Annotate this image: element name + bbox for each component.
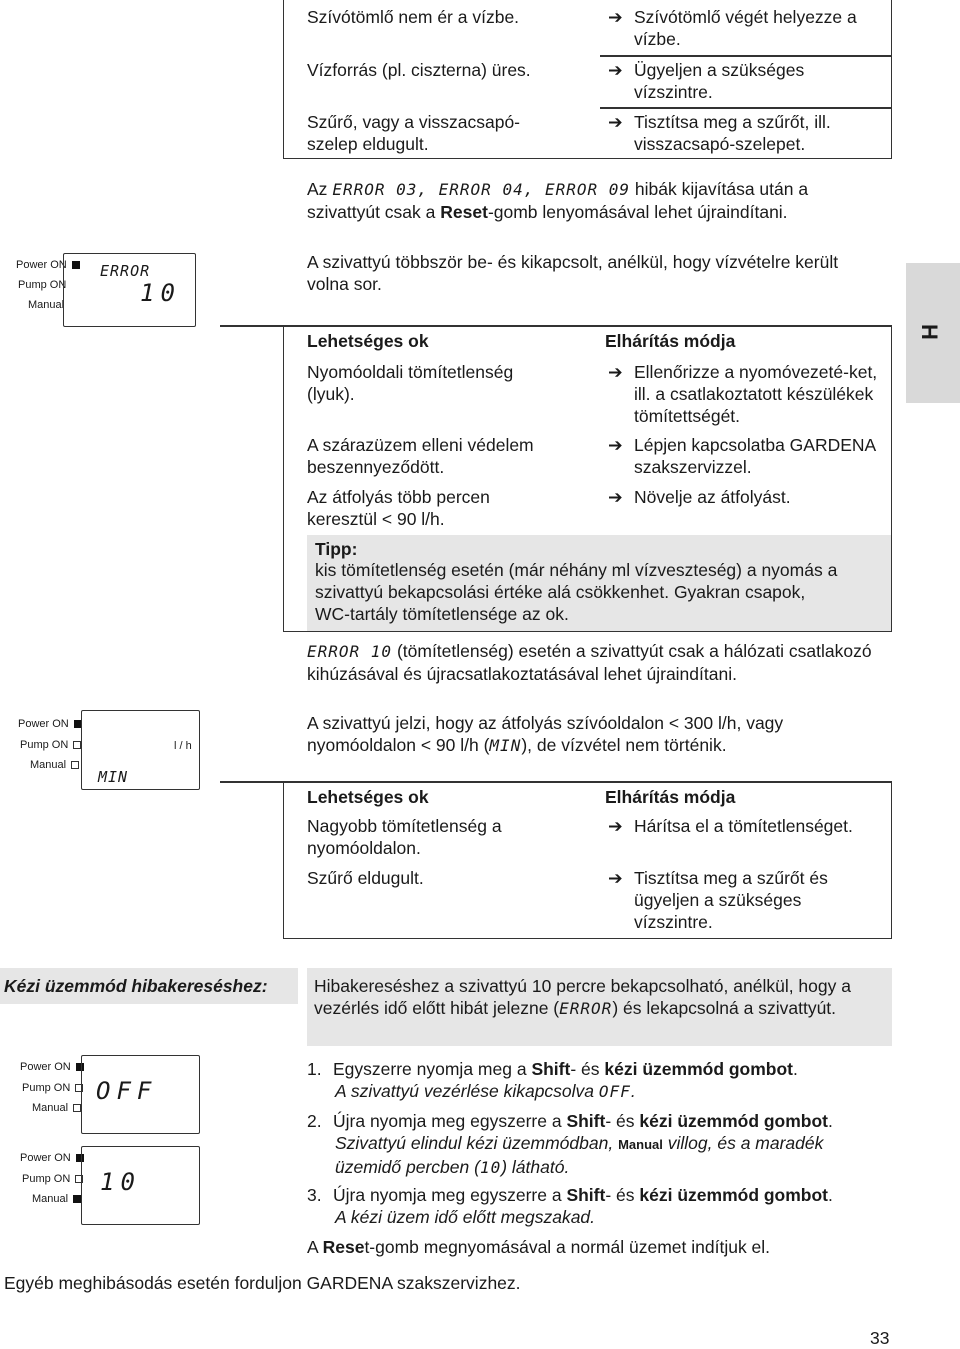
lcd-text: ERROR [100,262,151,280]
error10-restart-note: ERROR 10 (tömítetlenség) esetén a szivattyút csak a hálózati csatlakozó kihúzásával és újracsatlakoztatásával lehet újraindítani. [307,641,872,684]
lcd-value: 10 [100,1168,141,1196]
control-panel-error10: Power ON Pump ON Manual ERROR 10 [10,250,200,328]
column-header-fix: Elhárítás módja [605,331,736,351]
lcd-display [81,710,200,790]
lcd-display [63,253,196,327]
table-cell-cause: Nyomóoldali tömítetlenség (lyuk). [307,362,514,404]
reset-note: Az ERROR 03, ERROR 04, ERROR 09 hibák kijavítása után a szivattyút csak a Reset-gomb lenyomásával lehet újraindítani. [307,179,809,222]
led-filled-icon [73,1195,81,1203]
table-cell-fix: ➔ Tisztítsa meg a szűrőt, ill. visszacsapó-szelepet. [608,112,831,154]
min-table-top-rule [220,781,892,783]
led-empty-icon [73,1104,81,1112]
table-cell-fix: ➔ Hárítsa el a tömítetlenséget. [608,816,853,836]
top-table-rule [600,107,892,109]
lcd-value: OFF [96,1077,158,1105]
error-code: ERROR 10 [307,642,393,661]
column-header-cause: Lehetséges ok [307,331,429,351]
table-cell-fix: ➔ Ügyeljen a szükséges vízszintre. [608,60,805,102]
arrow-right-icon: ➔ [608,868,623,888]
table-cell-cause: Az átfolyás több percen keresztül < 90 l/h. [307,487,490,529]
arrow-right-icon: ➔ [608,487,623,507]
arrow-right-icon: ➔ [608,362,623,382]
error-codes: ERROR 03, ERROR 04, ERROR 09 [332,180,631,199]
min-description: A szivattyú jelzi, hogy az átfolyás szívóoldalon < 300 l/h, vagy nyomóoldalon < 90 l/h (MIN), de vízvétel nem történik. [307,713,784,755]
manual-intro: Hibakereséshez a szivattyú 10 percre bekapcsolható, anélkül, hogy a vezérlés idő előtt hibát jelezne (ERROR) és lekapcsolná a szivattyút. [314,976,851,1018]
error10-description: A szivattyú többször be- és kikapcsolt, anélkül, hogy vízvételre került volna sor. [307,252,839,294]
language-tab-letter: H [916,324,942,340]
arrow-right-icon: ➔ [608,60,623,80]
table-cell-fix: ➔ Szívótömlő végét helyezze a vízbe. [608,7,857,49]
step-3: 3. Újra nyomja meg egyszerre a Shift- és kézi üzemmód gombot. A kézi üzem idő előtt megszakad. [307,1185,833,1227]
arrow-right-icon: ➔ [608,816,623,836]
footer-note: Egyéb meghibásodás esetén forduljon GARDENA szakszervizhez. [4,1273,521,1293]
table-cell-cause: Szűrő, vagy a visszacsapó-szelep eldugult. [307,112,521,154]
step-1: 1. Egyszerre nyomja meg a Shift- és kézi üzemmód gombot. A szivattyú vezérlése kikapcsolva OFF. [307,1059,798,1101]
table-cell-fix: ➔ Lépjen kapcsolatba GARDENA szakszervizzel. [608,435,876,477]
table-cell-cause: Nagyobb tömítetlenség a nyomóoldalon. [307,816,502,858]
control-panel-off: Power ON Pump ON Manual OFF [14,1053,200,1135]
table-cell-fix: ➔ Ellenőrizze a nyomóvezeté-ket, ill. a csatlakoztatott készülékek tömítettségét. [608,362,878,426]
table-cell-fix: ➔ Növelje az átfolyást. [608,487,791,507]
arrow-right-icon: ➔ [608,112,623,132]
language-tab [906,263,960,403]
min-code: MIN [489,736,522,755]
control-panel-min: Power ON Pump ON Manual l / h MIN [14,709,200,791]
led-empty-icon [71,761,79,769]
lcd-display [81,1055,200,1134]
top-table-rule [600,55,892,57]
page-number: 33 [870,1328,890,1348]
arrow-right-icon: ➔ [608,435,623,455]
table-cell-cause: Szívótömlő nem ér a vízbe. [307,7,520,27]
control-panel-10: Power ON Pump ON Manual 10 [14,1144,200,1226]
table-cell-cause: Szűrő eldugult. [307,868,424,888]
step-2: 2. Újra nyomja meg egyszerre a Shift- és kézi üzemmód gombot. Szivattyú elindul kézi üzemmódban, Manual villog, és a maradék üzemidő percben (10) látható. [307,1111,833,1177]
table-cell-fix: ➔ Tisztítsa meg a szűrőt és ügyeljen a szükséges vízszintre. [608,868,828,932]
error10-table-top-rule [220,325,892,327]
reset-instruction: A Reset-gomb megnyomásával a normál üzemet indítjuk el. [307,1237,771,1257]
lcd-text: MIN [98,768,129,786]
column-header-fix: Elhárítás módja [605,787,736,807]
manual-heading: Kézi üzemmód hibakereséshez: [4,976,268,996]
tip-title: Tipp: [315,539,358,559]
error-code: ERROR [559,999,613,1018]
lcd-display [81,1146,200,1225]
lcd-unit: l / h [174,740,192,752]
lcd-value: 10 [140,279,181,307]
table-cell-cause: A szárazüzem elleni védelem beszennyeződött. [307,435,534,477]
arrow-right-icon: ➔ [608,7,623,27]
tip-text: kis tömítetlenség esetén (már néhány ml vízveszteség) a nyomás a szivattyú bekapcsolási értéke alá csökkenhet. Gyakran csapok, WC-tartály tömítetlensége az ok. [315,560,838,624]
column-header-cause: Lehetséges ok [307,787,429,807]
table-cell-cause: Vízforrás (pl. ciszterna) üres. [307,60,531,80]
